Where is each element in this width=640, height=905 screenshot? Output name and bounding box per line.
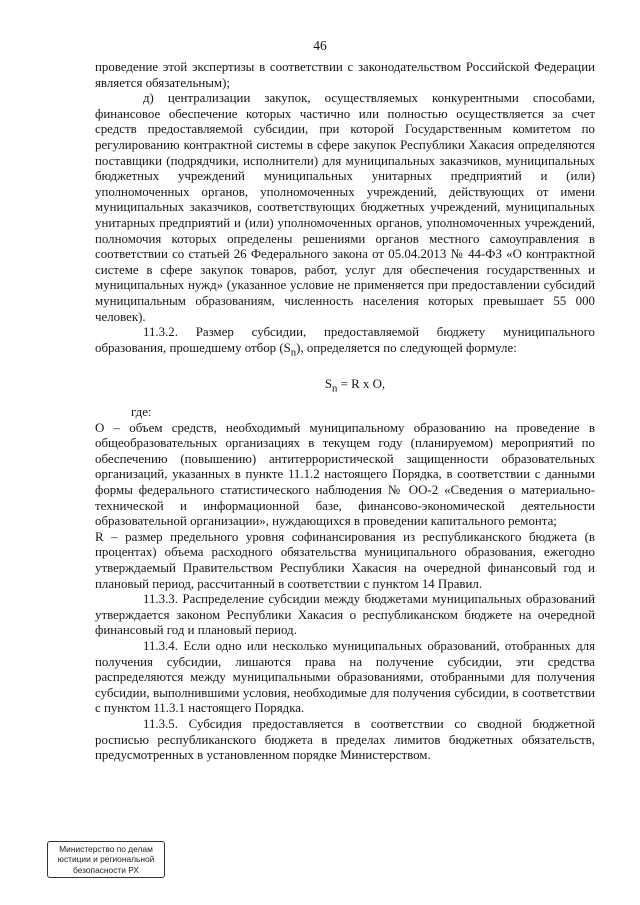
where-label: где: [131,405,152,420]
definition-o: O – объем средств, необходимый муниципальному образованию на проведение в общеобразовательных организациях в текущем году (планируемом) мероприятий по обеспечению (повышению) антитеррористической защищенности образовательных организаций, указанных в пункте 11.1.2 настоящего Порядка, в соответствии с данными формы федерального статистического наблюдения № ОО-2 «Сведения о материально-технической и информационной базе, финансово-экономической деятельности образовательной организации», нуждающихся в проведении капитального ремонта; [95,420,595,529]
stamp-line-2: юстиции и региональной [57,854,155,865]
formula [95,377,595,397]
paragraph-11-3-2 [95,325,595,361]
paragraph-11-3-2-tail: ), определяется по следующей формуле: [296,340,517,355]
paragraph-11-3-2-text: 11.3.2. Размер субсидии, предоставляемой бюджету муниципального образования, прошедшему отбор (S [95,325,595,355]
ministry-stamp [47,841,165,878]
paragraph-expertise-continuation: проведение этой экспертизы в соответствии с законодательством Российской Федерации является обязательным); [95,60,595,90]
paragraph-11-3-4: 11.3.4. Если одно или несколько муниципальных образований, отобранных для получения субсидии, лишаются права на получение субсидии, эти средства распределяются между муниципальными образованиями, отобранными для получения субсидии, выполнившими условия, необходимые для получения субсидии, в соответствии с пунктом 11.3.1 настоящего Порядка. [95,638,595,716]
formula-expression: = R x O, [337,376,386,391]
paragraph-11-3-5: 11.3.5. Субсидия предоставляется в соответствии со сводной бюджетной росписью республиканского бюджета в пределах лимитов бюджетных обязательств, предусмотренных в установленном порядке Министерством. [95,716,595,763]
document-body [95,60,595,764]
stamp-line-3: безопасности РХ [72,864,140,875]
paragraph-centralization-of-procurement: д) централизации закупок, осуществляемых конкурентными способами, финансовое обеспечение которых частично или полностью осуществляется за счет средств предоставляемой субсидии, при которой Государственным комитетом по регулированию контрактной системы в сфере закупок Республики Хакасия определяются поставщики (подрядчики, исполнители) для муниципальных заказчиков, муниципальных бюджетных учреждений муниципальных унитарных предприятий и (или) уполномоченных органов, уполномоченных учреждений, действующих от имени муниципальных заказчиков, соответствующих бюджетных учреждений, муниципальных унитарных предприятий и (или) уполномоченных органов, уполномоченных учреждений, полномочия которых определены решениями органов местного самоуправления в соответствии со статьей 26 Федерального закона от 05.04.2013 № 44-ФЗ «О контрактной системе в сфере закупок товаров, работ, услуг для обеспечения государственных и муниципальных нужд» (указанное условие не применяется при предоставлении субсидий муниципальным образованиям, численность населения которых превышает 55 000 человек). [95,91,595,324]
page-number: 46 [313,38,327,53]
formula-subscript-n: n [332,382,338,395]
subscript-n: n [290,346,297,359]
stamp-line-1: Министерство по делам [59,844,153,854]
definition-r: R – размер предельного уровня софинансирования из республиканского бюджета (в процентах) объема расходного обязательства муниципального образования, ежегодно утверждаемый Правительством Республики Хакасия на очередной финансовый год и плановый период, рассчитанный в соответствии с пунктом 14 Правил. [95,529,595,591]
paragraph-11-3-3: 11.3.3. Распределение субсидии между бюджетами муниципальных образований утверждается законом Республики Хакасия о республиканском бюджете на очередной финансовый год и плановый период. [95,592,595,638]
formula-symbol-s: S [324,376,333,391]
